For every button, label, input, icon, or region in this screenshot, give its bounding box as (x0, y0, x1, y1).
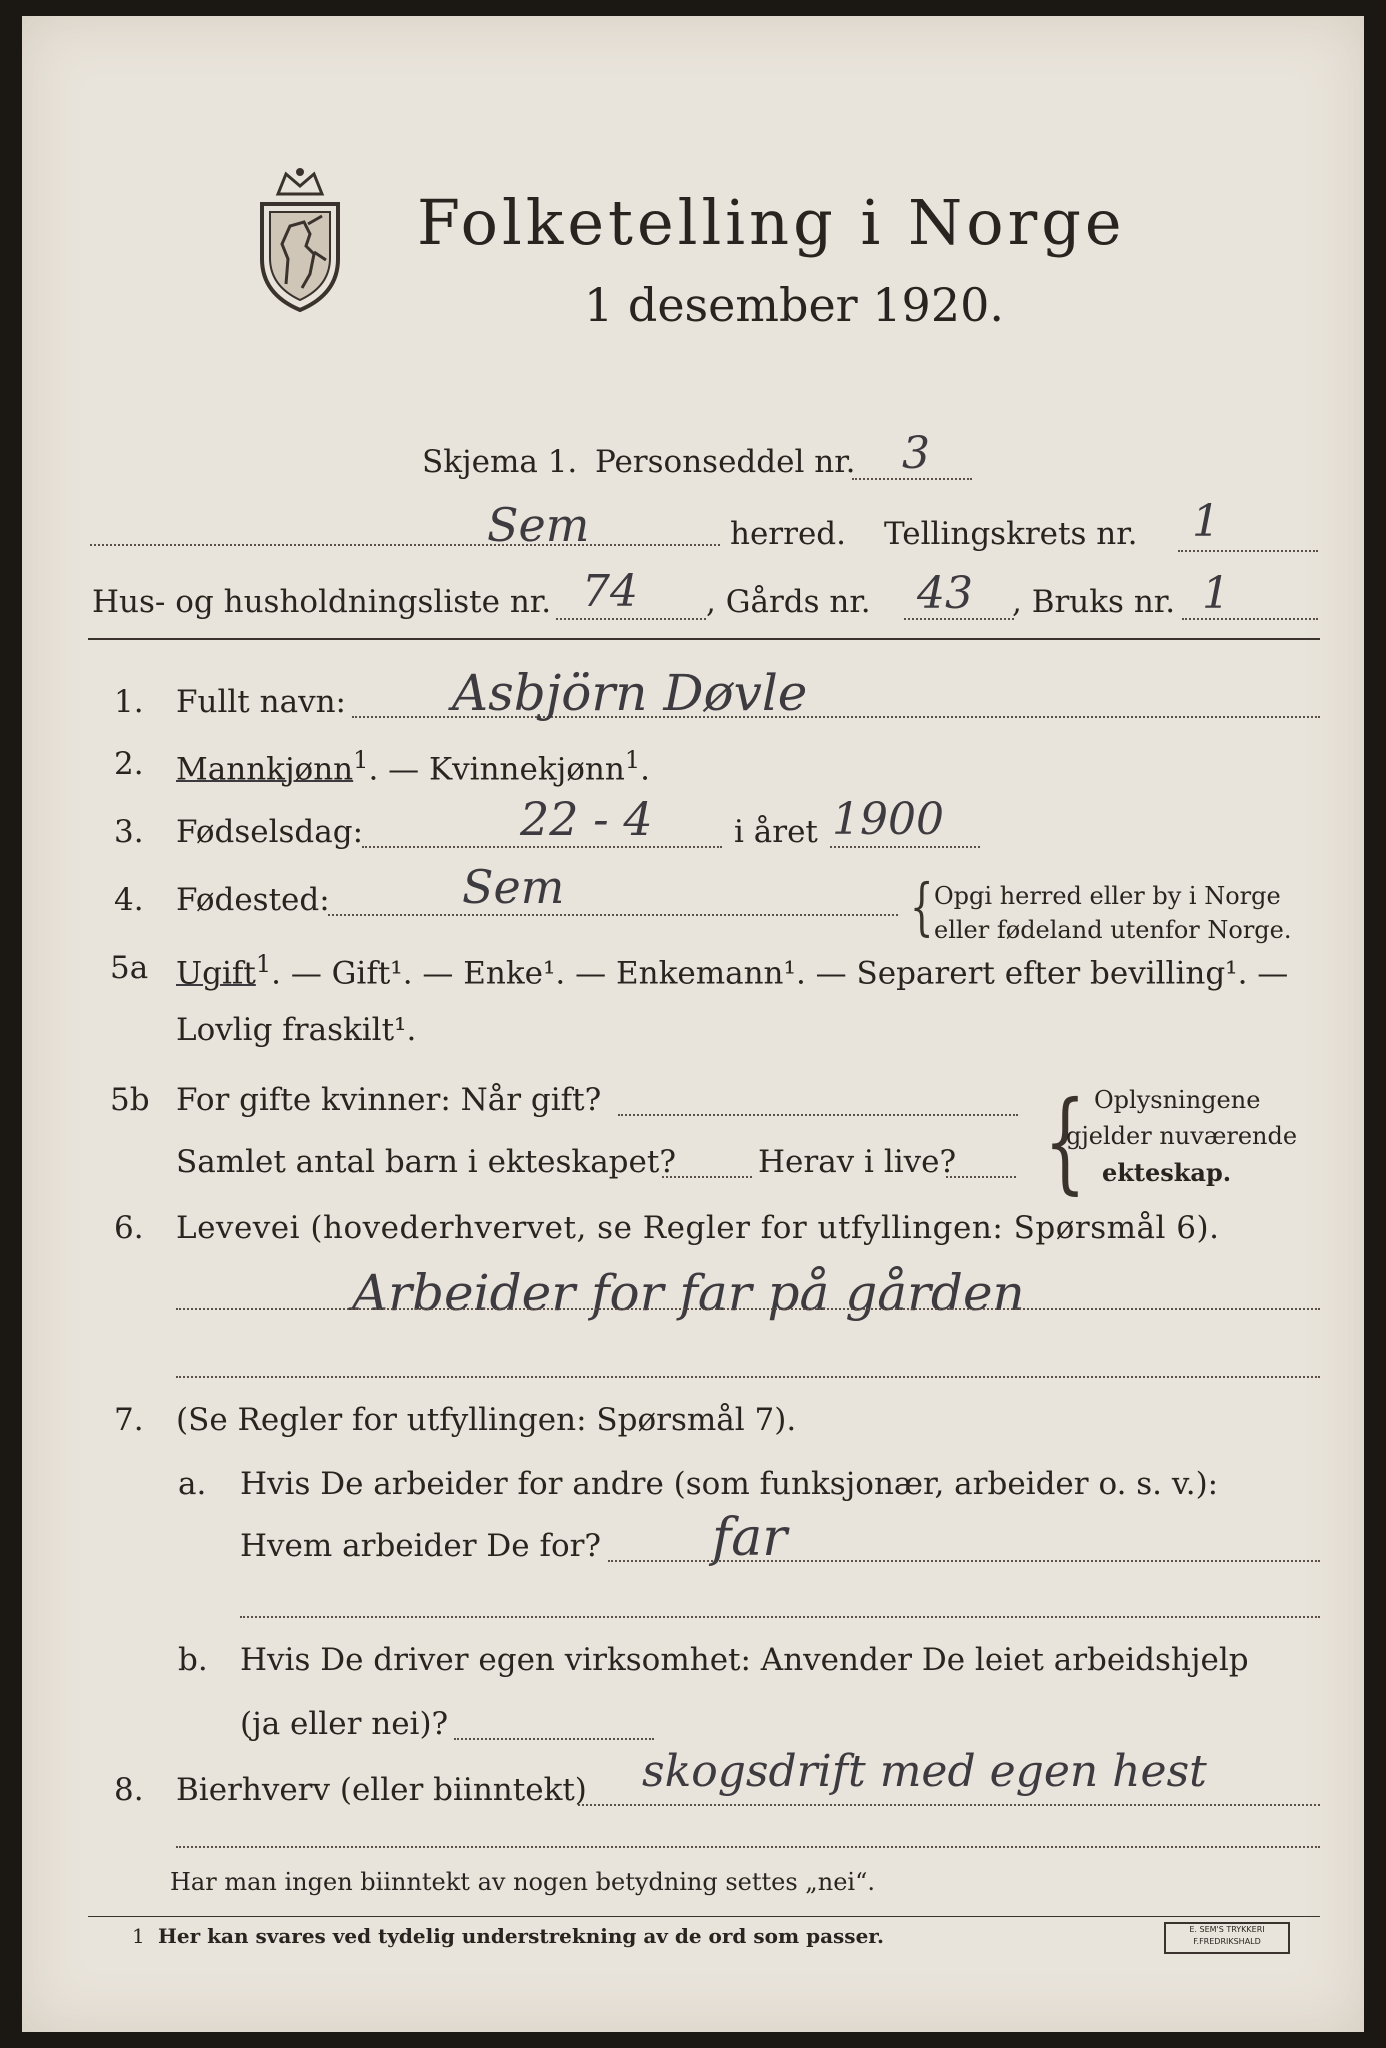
q4-line (328, 914, 898, 916)
q3-year-value: 1900 (832, 794, 944, 845)
q6-label: Levevei (hovederhvervet, se Regler for utfyllingen: Spørsmål 6). (176, 1210, 1220, 1246)
q3-label: Fødselsdag: (176, 814, 364, 850)
hus-value: 74 (582, 566, 638, 617)
q8-label: Bierhverv (eller biinntekt) (176, 1772, 587, 1808)
personseddel-label: Personseddel nr. (595, 444, 856, 480)
q3-year-line (830, 846, 980, 848)
hus-label: Hus- og husholdningsliste nr. (92, 584, 552, 620)
q2-male: Mannkjønn (176, 751, 354, 788)
q4-number: 4. (114, 882, 144, 918)
q5b-married-line (618, 1114, 1018, 1116)
printer-stamp: E. SEM'S TRYKKERI F.FREDRIKSHALD (1164, 1922, 1290, 1954)
q7-number: 7. (114, 1402, 144, 1438)
footnote-text: Her kan svares ved tydelig understrekning av de ord som passer. (158, 1924, 884, 1948)
q2-options: Mannkjønn$^1$. — Kvinnekjønn$^1$. (176, 746, 650, 788)
herred-label: herred. (730, 516, 846, 552)
q1-number: 1. (114, 684, 144, 720)
q5a-number: 5a (110, 950, 149, 986)
q2-number: 2. (114, 746, 144, 782)
q6-line2 (176, 1376, 1320, 1378)
q6-line1 (176, 1308, 1320, 1310)
norway-coat-of-arms-icon (248, 164, 352, 314)
footer-note: Har man ingen biinntekt av nogen betydning settes „nei“. (170, 1868, 875, 1896)
bruks-label: , Bruks nr. (1012, 584, 1176, 620)
tellingskrets-value: 1 (1192, 496, 1220, 547)
form-date: 1 desember 1920. (584, 278, 1004, 332)
q7a-line1: Hvis De arbeider for andre (som funksjonær, arbeider o. s. v.): (240, 1466, 1219, 1502)
q4-value: Sem (462, 860, 565, 914)
q5b-note-line2: gjelder nuværende (1066, 1122, 1298, 1150)
q5a-ugift: Ugift (176, 955, 256, 992)
q7a-line2: Hvem arbeider De for? (240, 1528, 602, 1564)
q7a-letter: a. (178, 1466, 207, 1502)
tellingskrets-line (1178, 550, 1318, 552)
q5b-line2b: Herav i live? (758, 1144, 957, 1180)
header-divider (88, 638, 1320, 640)
q3-value: 22 - 4 (520, 792, 653, 846)
q3-day-line (362, 846, 722, 848)
q8-number: 8. (114, 1772, 144, 1808)
q7b-line (454, 1738, 654, 1740)
footnote-number: 1 (132, 1924, 145, 1948)
q7b-line1: Hvis De driver egen virksomhet: Anvender De leiet arbeidshjelp (240, 1642, 1249, 1678)
bruks-value: 1 (1202, 568, 1230, 619)
q5b-line1: For gifte kvinner: Når gift? (176, 1082, 602, 1118)
tellingskrets-label: Tellingskrets nr. (884, 516, 1138, 552)
q3-year-label: i året (734, 814, 818, 850)
q4-note-line2: eller fødeland utenfor Norge. (934, 916, 1292, 944)
q6-value: Arbeider for far på gården (352, 1264, 1025, 1322)
q2-female: Kvinnekjønn (429, 751, 625, 788)
form-title: Folketelling i Norge (417, 186, 1126, 259)
q4-label: Fødested: (176, 882, 330, 918)
q1-label: Fullt navn: (176, 684, 346, 720)
q1-value: Asbjörn Døvle (452, 664, 808, 722)
q7b-line2: (ja eller nei)? (240, 1706, 449, 1742)
q5a-line2: Lovlig fraskilt¹. (176, 1012, 417, 1048)
q5b-note-line3: ekteskap. (1102, 1158, 1232, 1187)
q7a-value: far (712, 1508, 788, 1568)
skjema-label: Skjema 1. (422, 444, 578, 480)
q7-label: (Se Regler for utfyllingen: Spørsmål 7). (176, 1402, 797, 1438)
q8-line2 (176, 1846, 1320, 1848)
q5b-alive-line (946, 1176, 1016, 1178)
herred-value: Sem (487, 498, 590, 552)
hus-line (556, 618, 706, 620)
herred-line (90, 544, 720, 546)
q5a-options: Ugift$^1$. — Gift¹. — Enke¹. — Enkemann¹. — Separert efter bevilling¹. — (176, 950, 1289, 992)
q3-number: 3. (114, 814, 144, 850)
gards-label: , Gårds nr. (706, 584, 871, 620)
q5b-line2a: Samlet antal barn i ekteskapet? (176, 1144, 676, 1180)
q6-number: 6. (114, 1210, 144, 1246)
census-form: Folketelling i Norge 1 desember 1920. Skjema 1. Personseddel nr. 3 Sem herred. Tellingskrets nr. 1 Hus- og husholdningsliste nr. 74 , Gårds nr. 43 , Bruks nr. 1 1. Fullt navn: Asbjörn Døvle 2. Mannkjønn$^1$. — Kvinnekjønn$^1$. 3. Fødselsdag: 22 - 4 i året 1900 4. Fødested: Sem { Opgi herred eller by i Norge eller fødeland utenfor Norge. 5a Ugift$^1$. — Gift¹. — Enke¹. — Enkemann¹. — Separert efter bevilling¹. — Lovlig fraskilt¹. 5b For gifte kvinner: Når gift? Samlet antal barn i ekteskapet? Herav i live? { Oplysningene gjelder nuværende ekteskap. 6. Levevei (hovederhvervet, se Regler for utfyllingen: Spørsmål 6). Arbeider for far på gården 7. (Se Regler for utfyllingen: Spørsmål 7). a. Hvis De arbeider for andre (som funksjonær, arbeider o. s. v.): Hvem arbeider De for? far b. Hvis De driver egen virksomhet: Anvender De leiet arbeidshjelp (ja eller nei)? 8. Bierhverv (eller biinntekt) skogsdrift med egen hest Har man ingen biinntekt av nogen betydning settes „nei“. 1 Her kan svares ved tydelig understrekning av de ord som passer. E. SEM'S TRYKKERI F.FREDRIKSHALD (22, 16, 1364, 2032)
gards-value: 43 (917, 568, 973, 619)
q8-value: skogsdrift med egen hest (642, 1746, 1207, 1797)
footer-divider (88, 1916, 1320, 1917)
q5b-note-line1: Oplysningene (1094, 1086, 1261, 1114)
q5b-children-line (662, 1176, 752, 1178)
q4-note-line1: Opgi herred eller by i Norge (934, 882, 1281, 910)
q5b-number: 5b (110, 1082, 150, 1118)
q7b-letter: b. (178, 1642, 208, 1678)
q7a-line-extra (240, 1616, 1320, 1618)
personseddel-value: 3 (902, 428, 930, 479)
q8-line (578, 1804, 1320, 1806)
